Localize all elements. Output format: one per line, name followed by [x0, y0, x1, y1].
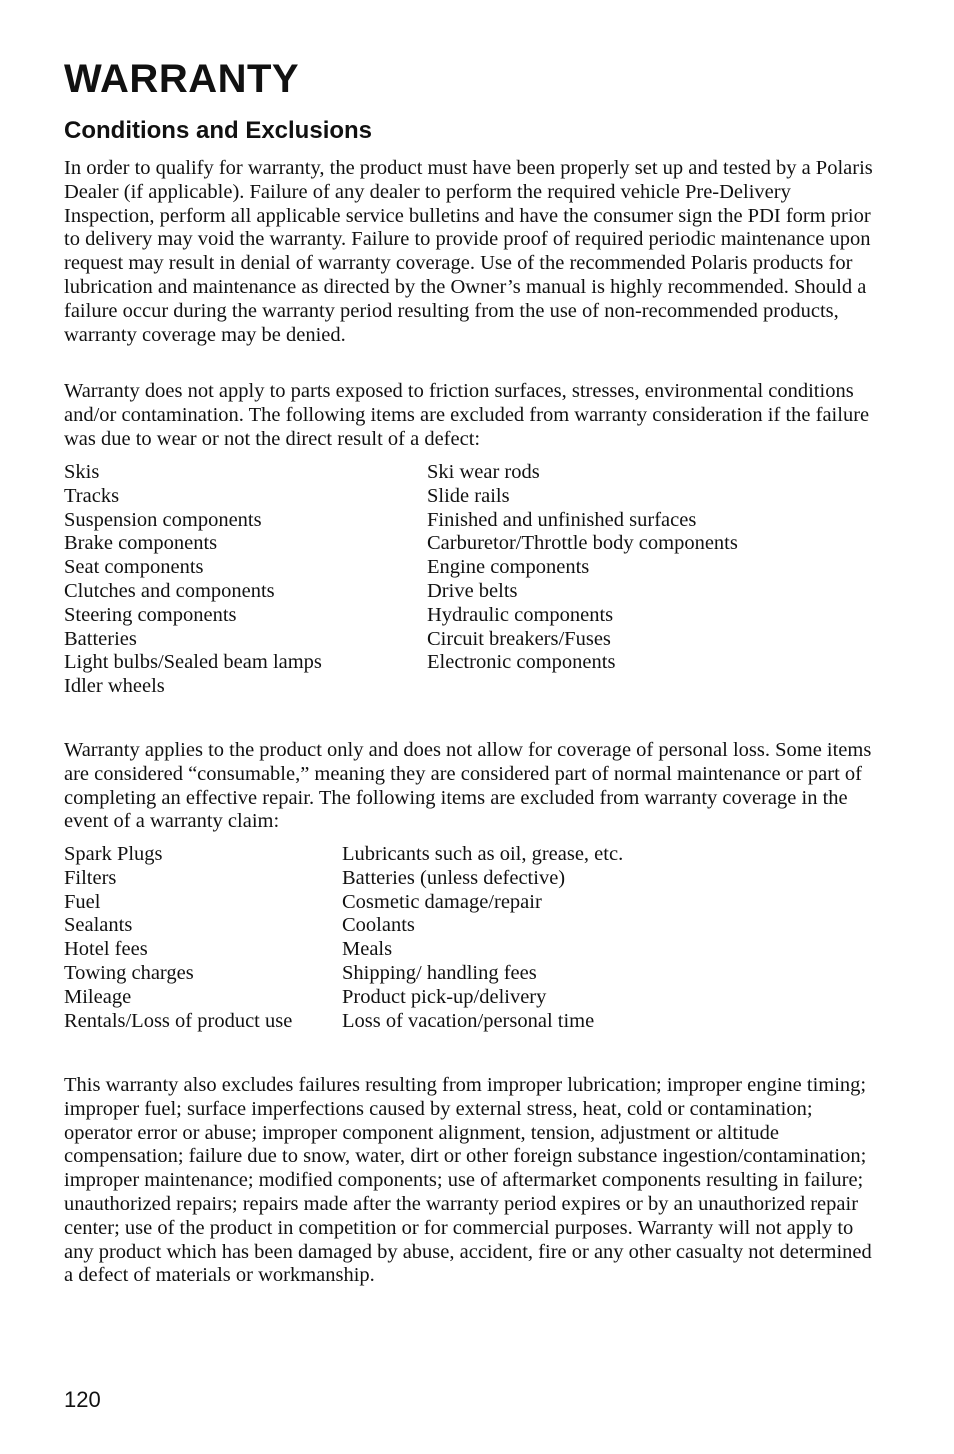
list-item	[64, 509, 874, 533]
consumable-item-left: Filters	[64, 866, 117, 889]
consumable-item-left: Sealants	[64, 914, 133, 937]
list-item	[64, 556, 874, 580]
consumable-item-left: Rentals/Loss of product use	[64, 1009, 293, 1032]
list-item	[64, 485, 874, 509]
consumable-item-right: Batteries (unless defective)	[342, 866, 566, 889]
wear-item-right: Drive belts	[427, 579, 518, 602]
wear-item-left: Idler wheels	[64, 675, 165, 698]
wear-item-right: Slide rails	[427, 484, 510, 507]
wear-item-right: Circuit breakers/Fuses	[427, 627, 611, 650]
wear-item-right: Finished and unfinished surfaces	[427, 508, 697, 531]
consumable-item-right: Cosmetic damage/repair	[342, 890, 542, 913]
list-item	[64, 675, 874, 699]
page-number: 120	[64, 1387, 101, 1412]
wear-item-left: Tracks	[64, 484, 120, 507]
consumable-item-left: Towing charges	[64, 961, 194, 984]
wear-item-right: Ski wear rods	[427, 461, 540, 483]
list-item	[64, 891, 874, 915]
wear-items-list	[64, 461, 874, 699]
list-item	[64, 628, 874, 652]
consumable-paragraph: Warranty applies to the product only and does not allow for coverage of personal loss. Some items are considered “consumable,” meaning they are considered part of normal maintenance or part of completing an effective repair. The following items are excluded from warranty coverage in the event of a warranty claim:	[64, 739, 872, 833]
wear-item-left: Clutches and components	[64, 579, 275, 602]
wear-item-left: Light bulbs/Sealed beam lamps	[64, 651, 322, 674]
list-item	[64, 461, 874, 485]
wear-item-left: Suspension components	[64, 508, 262, 531]
consumable-item-left: Mileage	[64, 985, 132, 1008]
section-heading: Conditions and Exclusions	[64, 117, 373, 144]
wear-exclusion-paragraph: Warranty does not apply to parts exposed to friction surfaces, stresses, environmental conditions and/or contamination. The following items are excluded from warranty consideration if the failure was due to wear or not the direct result of a defect:	[64, 380, 870, 450]
consumable-item-right: Coolants	[342, 914, 415, 937]
list-item	[64, 843, 874, 867]
wear-item-left: Steering components	[64, 603, 237, 626]
list-item	[64, 914, 874, 938]
consumable-item-right: Shipping/ handling fees	[342, 961, 537, 984]
page-title: WARRANTY	[64, 57, 300, 101]
consumable-item-left: Fuel	[64, 890, 101, 913]
wear-item-right: Engine components	[427, 556, 590, 579]
additional-exclusions-paragraph: This warranty also excludes failures resulting from improper lubrication; improper engine timing; improper fuel; surface imperfections caused by external stress, heat, cold or contamination; operator error or abuse; improper component alignment, tension, adjustment or altitude compensation; failure due to snow, water, dirt or other foreign substance ingestion/contamination; improper maintenance; modified components; use of aftermarket components resulting in failure; unauthorized repairs; repairs made after the warranty period expires or by an unauthorized repair center; use of the product in competition or for commercial purposes. Warranty will not apply to any product which has been damaged by abuse, accident, fire or any other casualty not determined a defect of materials or workmanship.	[64, 1074, 872, 1287]
list-item	[64, 1010, 874, 1034]
list-item	[64, 580, 874, 604]
list-item	[64, 651, 874, 675]
wear-item-left: Skis	[64, 461, 100, 483]
consumable-item-right: Product pick-up/delivery	[342, 985, 547, 1008]
wear-item-left: Seat components	[64, 556, 204, 579]
list-item	[64, 986, 874, 1010]
list-item	[64, 938, 874, 962]
wear-item-right: Carburetor/Throttle body components	[427, 532, 738, 555]
qualification-paragraph: In order to qualify for warranty, the product must have been properly set up and tested by a Polaris Dealer (if applicable). Failure of any dealer to perform the required vehicle Pre-Delivery Inspection, perform all applicable service bulletins and have the consumer sign the PDI form prior to delivery may void the warranty. Failure to provide proof of required periodic maintenance upon request may result in denial of warranty coverage. Use of the recommended Polaris products for lubrication and maintenance as directed by the Owner’s manual is highly recommended. Should a failure occur during the warranty period resulting from the use of non-recommended products, warranty coverage may be denied.	[64, 157, 873, 346]
wear-item-left: Brake components	[64, 532, 218, 555]
list-item	[64, 532, 874, 556]
consumable-item-right: Loss of vacation/personal time	[342, 1009, 595, 1032]
consumable-items-list	[64, 843, 874, 1033]
list-item	[64, 867, 874, 891]
consumable-item-left: Hotel fees	[64, 938, 148, 961]
wear-item-right: Hydraulic components	[427, 603, 614, 626]
wear-item-right: Electronic components	[427, 651, 616, 674]
consumable-item-left: Spark Plugs	[64, 843, 163, 865]
list-item	[64, 962, 874, 986]
list-item	[64, 604, 874, 628]
wear-item-left: Batteries	[64, 627, 137, 650]
consumable-item-right: Lubricants such as oil, grease, etc.	[342, 843, 624, 865]
consumable-item-right: Meals	[342, 938, 393, 961]
